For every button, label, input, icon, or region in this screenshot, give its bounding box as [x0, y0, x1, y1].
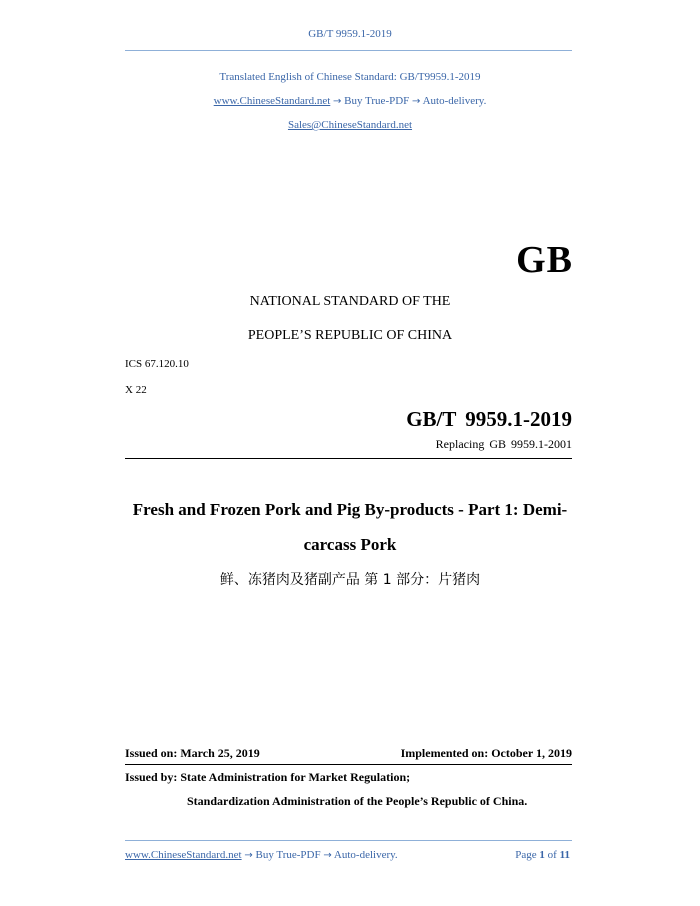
implemented-on: Implemented on: October 1, 2019 [400, 746, 572, 760]
header-rule [125, 50, 572, 51]
purchase-line [0, 95, 700, 107]
issued-by-2: Standardization Administration of the People’s Republic of China. [187, 794, 528, 808]
standard-number: GB/T 9959.1-2019 [406, 407, 572, 431]
number-rule [125, 458, 572, 459]
dates-rule [125, 764, 572, 765]
national-standard-line-2: PEOPLE’S REPUBLIC OF CHINA [247, 328, 453, 343]
arrow-right-icon: → [244, 850, 253, 861]
email-line [0, 119, 700, 131]
page-of: of [547, 849, 557, 861]
page-current: 1 [539, 849, 545, 861]
title-chinese: 鲜、冻猪肉及猪副产品 第 1 部分：片猪肉 [219, 572, 481, 588]
footer-buy-text: Buy True-PDF [255, 849, 321, 861]
gb-logo: GB [516, 239, 573, 281]
email-link[interactable]: Sales@ChineseStandard.net [287, 119, 413, 131]
buy-true-pdf-text: Buy True-PDF [344, 95, 410, 107]
issued-on: Issued on: March 25, 2019 [125, 746, 260, 760]
translation-notice: Translated English of Chinese Standard: GB/T9959.1-2019 [219, 71, 481, 83]
national-standard-line-1: NATIONAL STANDARD OF THE [249, 294, 451, 309]
ics-code: ICS 67.120.10 [125, 358, 189, 370]
page-indicator [515, 849, 570, 861]
page-label: Page [515, 849, 537, 861]
arrow-right-icon: → [333, 96, 342, 107]
footer-rule [125, 840, 572, 841]
footer-site-link[interactable]: www.ChineseStandard.net [125, 849, 242, 861]
site-link[interactable]: www.ChineseStandard.net [213, 95, 331, 107]
classification-code: X 22 [125, 384, 147, 396]
title-line-1: Fresh and Frozen Pork and Pig By-products - Part 1: Demi- [132, 500, 568, 519]
issued-by-1: Issued by: State Administration for Market Regulation; [125, 770, 411, 784]
replacing-note: Replacing GB 9959.1-2001 [435, 437, 572, 451]
arrow-right-icon: → [412, 96, 421, 107]
footer-purchase-line [125, 849, 398, 861]
header-code: GB/T 9959.1-2019 [308, 28, 392, 40]
title-line-2: carcass Pork [303, 535, 397, 554]
page-total: 11 [559, 849, 570, 861]
arrow-right-icon: → [323, 850, 332, 861]
footer-auto-text: Auto-delivery. [333, 849, 398, 861]
auto-delivery-text: Auto-delivery. [422, 95, 487, 107]
